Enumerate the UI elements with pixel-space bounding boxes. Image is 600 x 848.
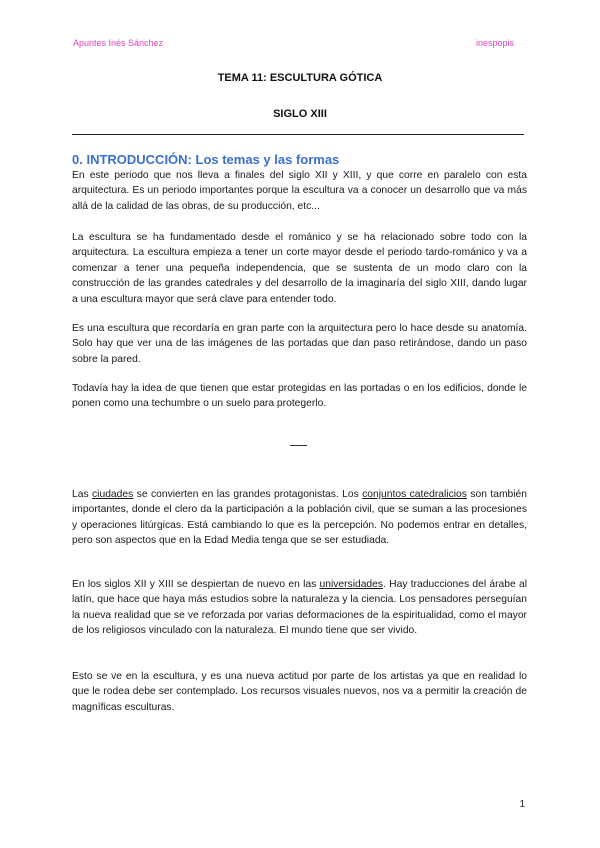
page-subtitle: SIGLO XIII: [273, 108, 327, 120]
header-author: Apuntes Inés Sánchez: [73, 38, 164, 48]
keyword-universidades: universidades: [319, 579, 384, 590]
p5-text-c: son también importantes, donde el clero da la participación a la población civil, que se suman a las procesiones y operaciones litúrgicas. Está cambiando lo que es la percepción. No podemos entrar en detalles, pero son aspectos que en la Edad Media tenga que se ser estudiada.: [72, 489, 527, 547]
keyword-conjuntos-catedralicios: conjuntos catedralicios: [362, 489, 467, 500]
header-handle: inespopis: [475, 38, 514, 48]
p5-text-a: Las: [72, 489, 93, 500]
paragraph-7: Esto se ve en la escultura, y es una nueva actitud por parte de los artistas ya que en realidad lo que le rodea debe ser contemplado. Los recursos visuales nuevos, nos va a permitir la creación de magníficas esculturas.: [72, 671, 527, 713]
paragraph-5: [72, 487, 527, 549]
paragraph-3: Es una escultura que recordaría en gran parte con la arquitectura pero lo hace desde su anatomía. Solo hay que ver una de las imágenes de las portadas que dan paso retirándose, dando un paso sobre la pared.: [72, 323, 527, 365]
paragraph-2: La escultura se ha fundamentado desde el románico y se ha relacionado sobre todo con la arquitectura. La escultura empieza a tener un corte mayor desde el periodo tardo-románico y va a comenzar a tener una pequeña independencia, que se sustenta de un modo claro con la construcción de las grandes catedrales y del desarrollo de la imaginaría del siglo XIII, dando lugar a una escultura mayor que será clave para entender todo.: [72, 232, 527, 305]
keyword-ciudades: ciudades: [92, 489, 134, 500]
paragraph-4: Todavía hay la idea de que tienen que estar protegidas en las portadas o en los edificios, donde le ponen como una techumbre o un suelo para protegerlo.: [72, 383, 527, 410]
page-number: 1: [519, 799, 525, 810]
section-heading: 0. INTRODUCCIÓN: Los temas y las formas: [72, 152, 340, 167]
p6-text-a: En los siglos XII y XIII se despiertan de nuevo en las: [72, 579, 320, 590]
p6-text-b: . Hay traducciones del árabe al latín, que hace que haya más estudios sobre la naturaleza y la ciencia. Los pensadores perseguían la nueva realidad que se ve reforzada por varias deformaciones de la espiritualidad, como el mayor de los religiosos vinculado con la naturaleza. El mundo tiene que ser vivido.: [72, 579, 527, 637]
section-separator: [290, 445, 307, 446]
paragraph-1: En este periodo que nos lleva a finales del siglo XII y XIII, y que corre en paralelo con esta arquitectura. Es un periodo importantes porque la escultura va a conocer un desarrollo que va más allá de la calidad de las obras, de su producción, etc...: [72, 170, 527, 212]
title-divider: [72, 134, 524, 135]
page-title: TEMA 11: ESCULTURA GÓTICA: [217, 72, 383, 84]
p5-text-b: se convierten en las grandes protagonistas. Los: [133, 489, 363, 500]
paragraph-6: [72, 577, 527, 639]
